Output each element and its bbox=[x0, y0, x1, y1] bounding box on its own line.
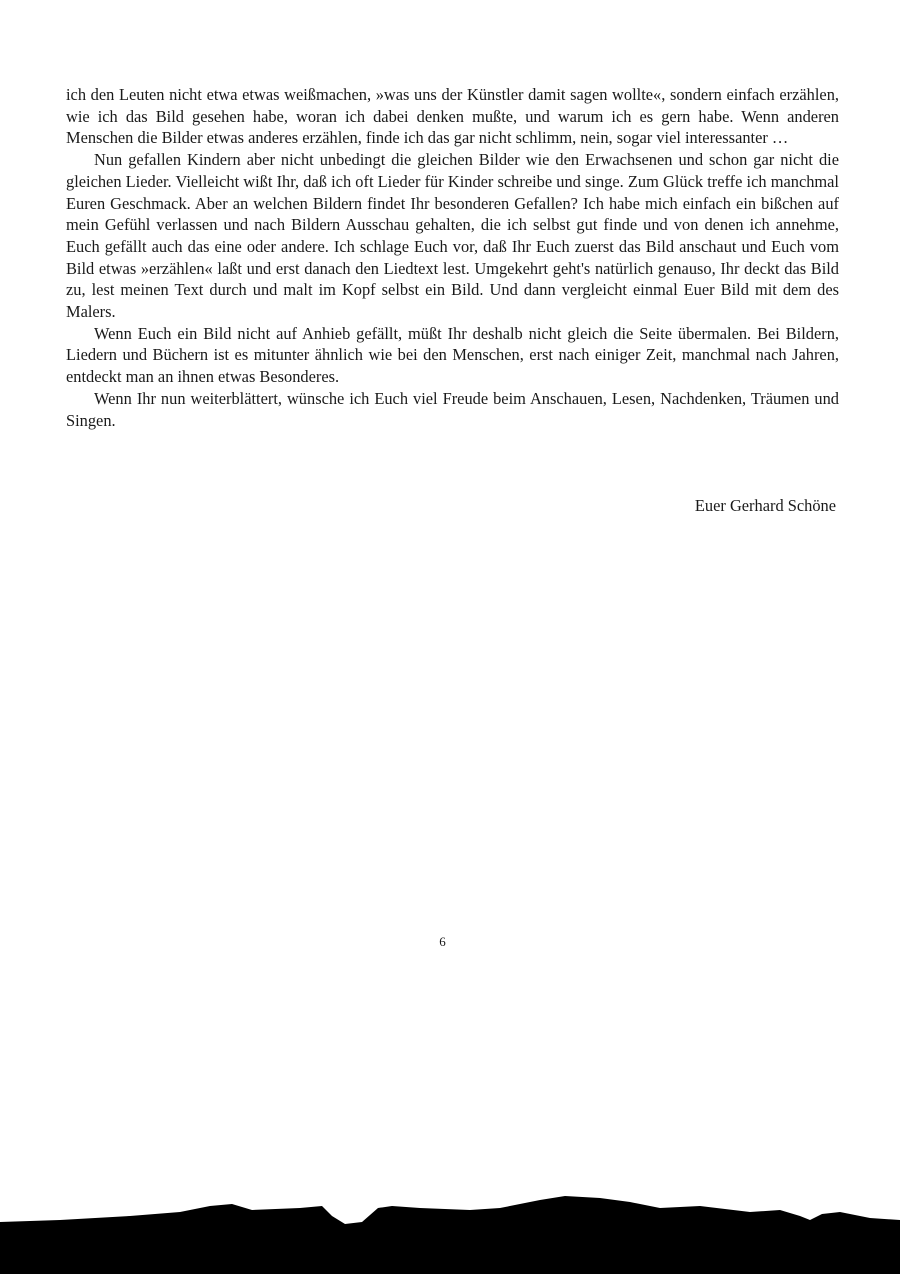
scan-edge-shadow bbox=[0, 1194, 900, 1274]
page-number: 6 bbox=[439, 934, 446, 949]
body-text bbox=[66, 84, 839, 431]
paragraph-2: Nun gefallen Kindern aber nicht unbedingt die gleichen Bilder wie den Erwachsenen und schon gar nicht die gleichen Lieder. Vielleicht wißt Ihr, daß ich oft Lieder für Kinder schreibe und singe. Zum Glück treffe ich manchmal Euren Geschmack. Aber an welchen Bildern findet Ihr besonderen Gefallen? Ich habe mich einfach ein bißchen auf mein Gefühl verlassen und nach Bildern Ausschau gehalten, die ich selbst gut finde und von denen ich annehme, Euch gefällt auch das eine oder andere. Ich schlage Euch vor, daß Ihr Euch zuerst das Bild anschaut und Euch vom Bild etwas »erzählen« laßt und erst danach den Liedtext lest. Umgekehrt geht's natürlich genauso, Ihr deckt das Bild zu, lest meinen Text durch und malt im Kopf selbst ein Bild. Und dann vergleicht einmal Euer Bild mit dem des Malers. bbox=[66, 150, 839, 322]
paragraph-4: Wenn Ihr nun weiterblättert, wünsche ich Euch viel Freude beim Anschauen, Lesen, Nachdenken, Träumen und Singen. bbox=[66, 388, 839, 430]
paragraph-1: ich den Leuten nicht etwa etwas weißmachen, »was uns der Künstler damit sagen wollte«, sondern einfach erzählen, wie ich das Bild gesehen habe, woran ich dabei denken mußte, und warum ich es gern habe. Wenn anderen Menschen die Bilder etwas anderes erzählen, finde ich das gar nicht schlimm, nein, sogar viel interessanter … bbox=[66, 85, 839, 148]
signature: Euer Gerhard Schöne bbox=[694, 496, 836, 515]
paragraph-3: Wenn Euch ein Bild nicht auf Anhieb gefällt, müßt Ihr deshalb nicht gleich die Seite übermalen. Bei Bildern, Liedern und Büchern ist es mitunter ähnlich wie bei den Menschen, erst nach einiger Zeit, manchmal nach Jahren, entdeckt man an ihnen etwas Besonderes. bbox=[66, 323, 839, 387]
